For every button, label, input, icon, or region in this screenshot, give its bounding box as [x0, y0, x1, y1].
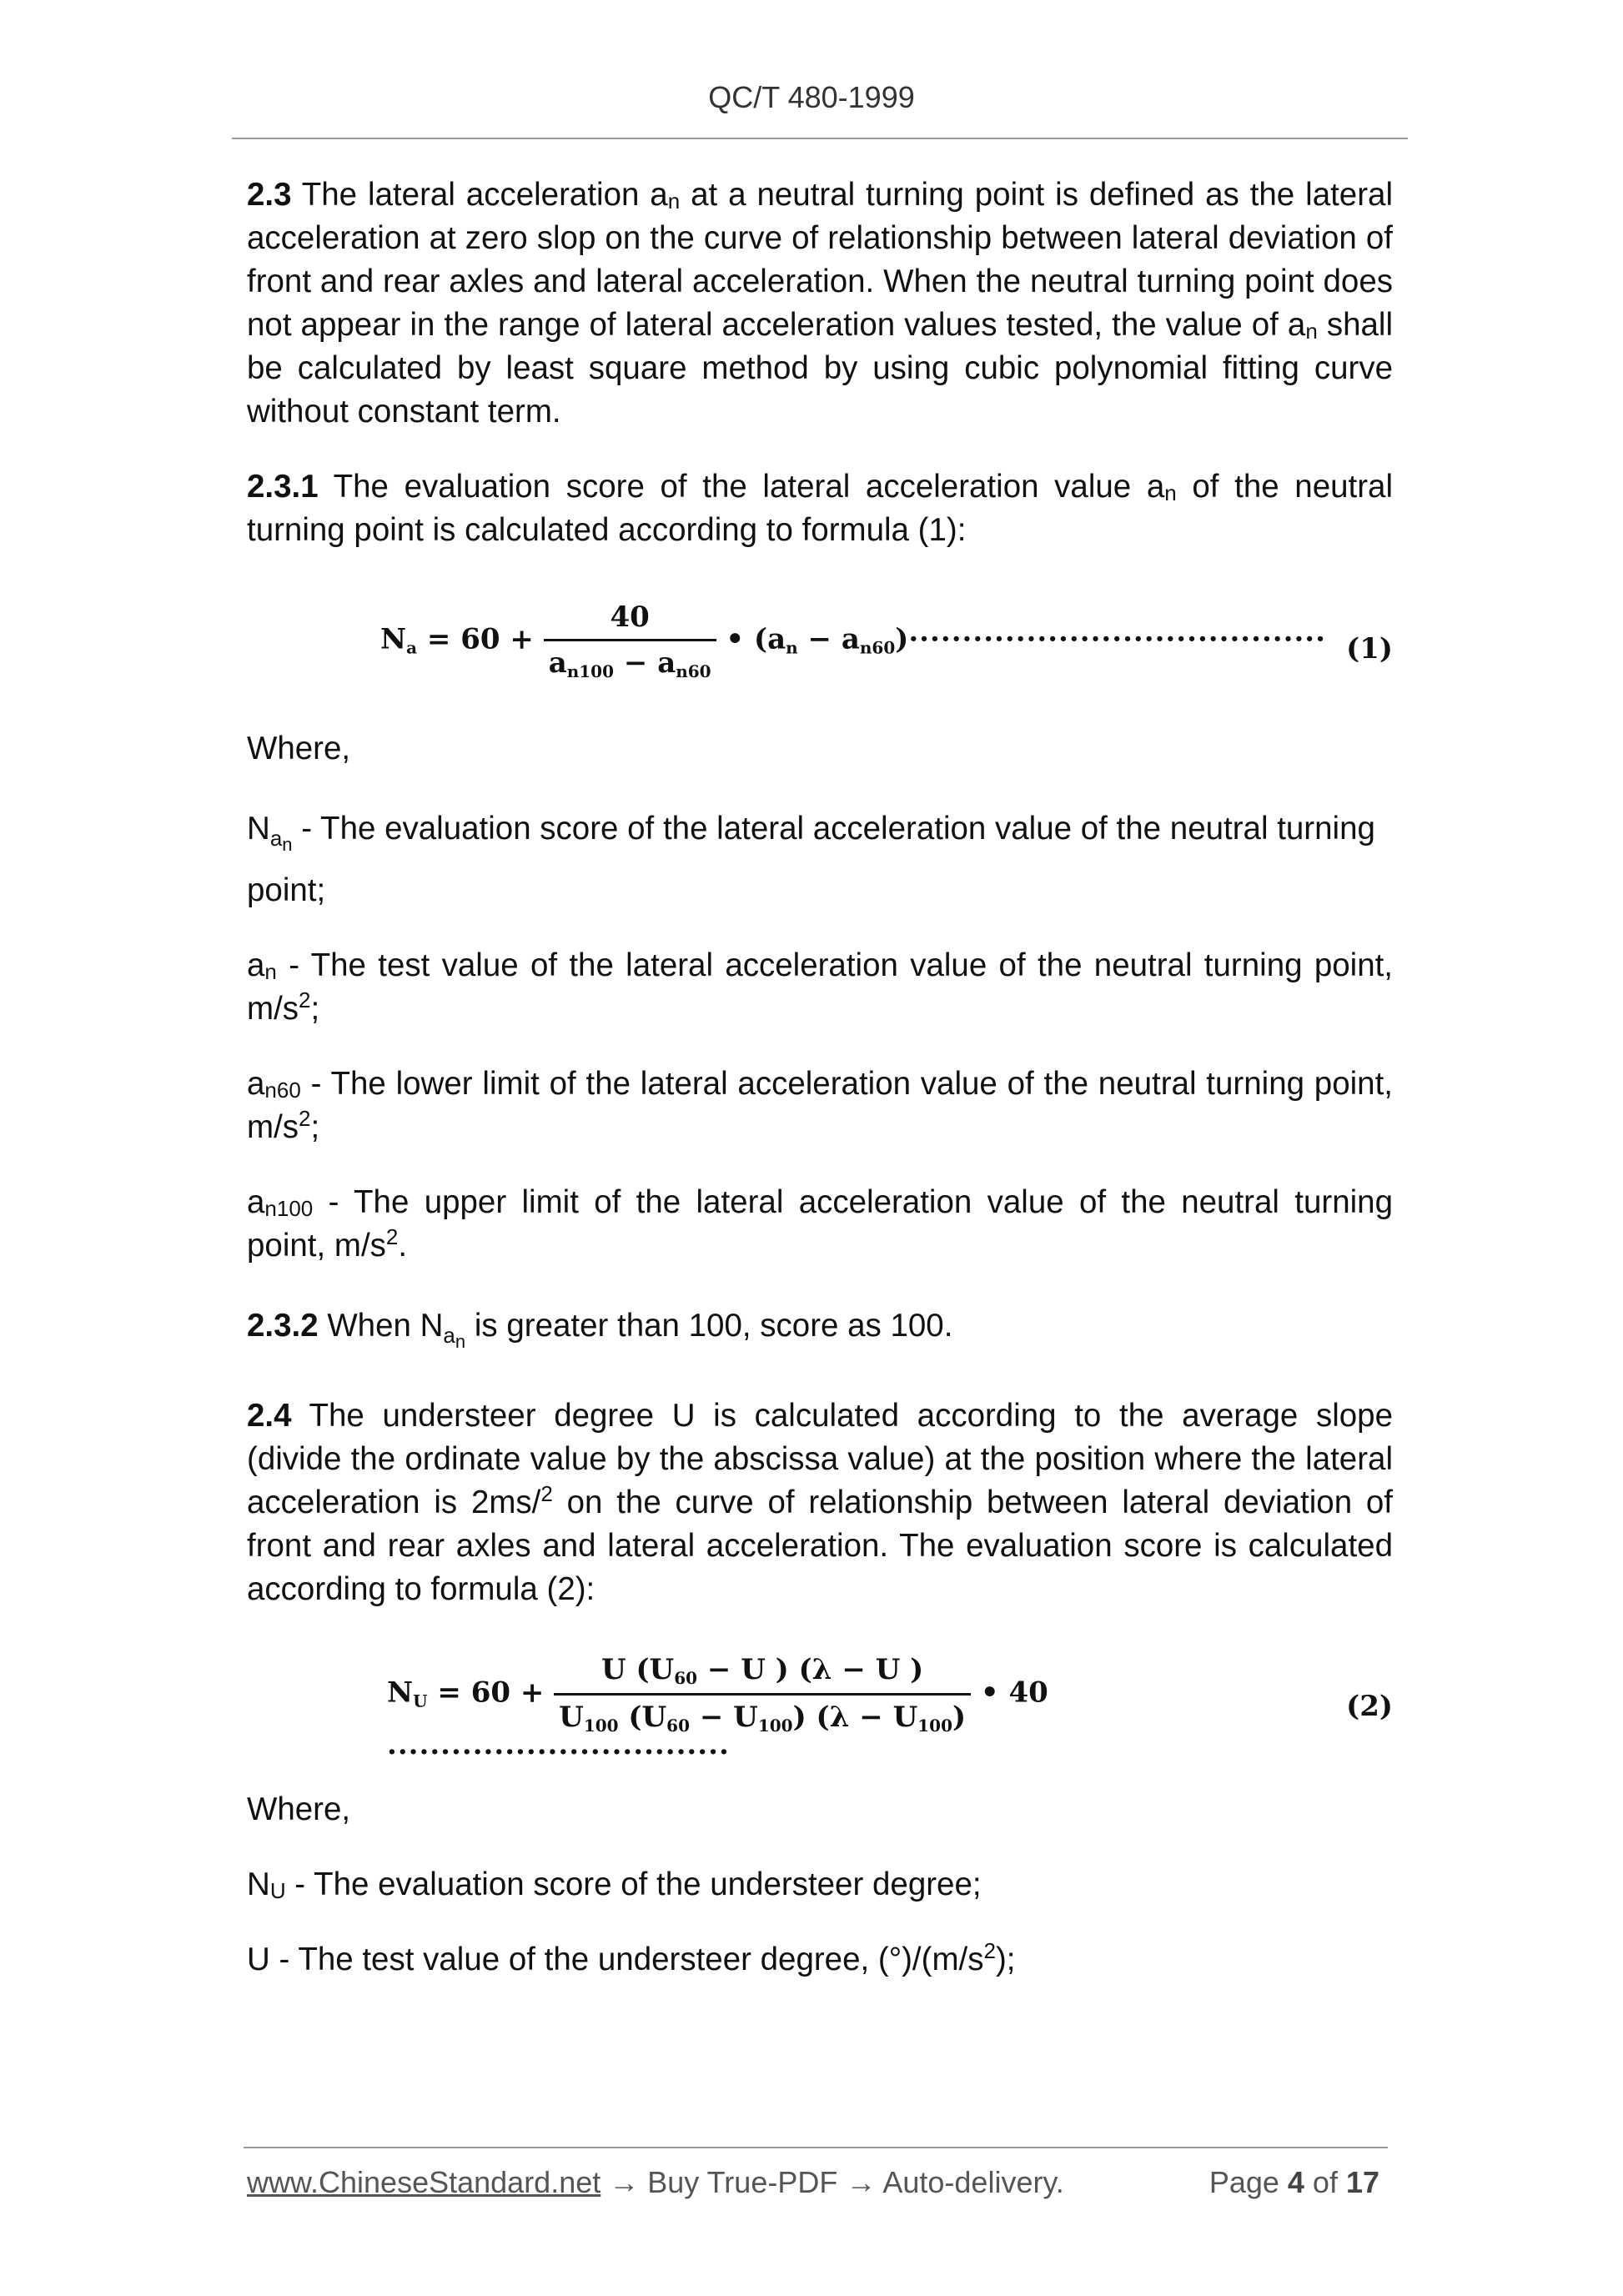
subscript: n — [1164, 480, 1177, 505]
subscript: n — [667, 188, 681, 214]
fraction-numerator: U (U60 − U ) (λ − U ) — [554, 1653, 971, 1696]
arrow-icon: → — [837, 2165, 883, 2199]
formula-fraction — [544, 600, 716, 681]
leader-dots: ································ — [387, 1736, 730, 1769]
page-body — [247, 173, 1393, 1982]
section-number: 2.4 — [247, 1398, 292, 1434]
formula-symbol: N — [387, 1676, 414, 1710]
formula-text: • (a — [716, 622, 786, 656]
section-2-3-2: 2.3.2 When $N_{a_n}$ is greater than 100, score as 100. — [247, 1308, 953, 1352]
formula-text: ) — [895, 622, 909, 656]
section-number: 2.3.2 — [247, 1308, 319, 1344]
formula-2 — [387, 1653, 1393, 1769]
fraction-numerator: 40 — [544, 600, 716, 641]
section-2-3-1 — [247, 465, 1393, 552]
formula-subscript: n60 — [859, 637, 896, 658]
definition-an: an - The test value of the lateral acceleration value of the neutral turning point, $m/s^2$; — [247, 947, 1393, 1027]
section-number: 2.3 — [247, 177, 292, 213]
definition-n-an-continued: point; — [247, 872, 326, 908]
arrow-icon: → — [600, 2165, 648, 2199]
footer-text: Buy True-PDF — [647, 2165, 838, 2199]
formula-1 — [380, 600, 1393, 692]
text: shall be calculated by least square method by using cubic polynomial fitting curve without constant term. — [247, 307, 1393, 430]
fraction-denominator: U100 (U60 − U100) (λ − U100) — [559, 1701, 967, 1736]
website-link[interactable]: www.ChineseStandard.net — [247, 2165, 601, 2199]
formula-text: = 60 + — [427, 1676, 555, 1710]
where-label: Where, — [247, 1791, 351, 1827]
footer-divider — [244, 2147, 1388, 2148]
where-label: Where, — [247, 731, 351, 766]
formula-subscript: a — [406, 637, 418, 658]
header-divider — [232, 138, 1408, 139]
page-indicator: Page 4 of 17 — [1208, 2165, 1379, 2199]
formula-subscript: U — [413, 1691, 428, 1711]
section-number: 2.3.1 — [247, 469, 319, 505]
footer-text: Auto-delivery. — [882, 2165, 1064, 2199]
definition-an60: an60 - The lower limit of the lateral acceleration value of the neutral turning point, $m/s^2$; — [247, 1066, 1393, 1145]
formula-symbol: N — [380, 622, 407, 656]
definition-u: U - The test value of the understeer degree, $(^\circ)/(m/s^2)$; — [247, 1938, 1016, 1977]
definition-an100: an100 - The upper limit of the lateral acceleration value of the neutral turning point, $m/s^2$. — [247, 1184, 1393, 1264]
fraction-denominator: an100 − an60 — [548, 646, 711, 681]
section-2-3 — [247, 173, 1393, 434]
definition-n-an: $N_{a_n}$ - The evaluation score of the lateral acceleration value of the neutral turning — [247, 811, 1375, 855]
formula-text: • 40 — [971, 1676, 1048, 1710]
section-2-4: 2.4 The understeer degree U is calculated according to the average slope (divide the ordinate value by the abscissa value) at the position where the lateral acceleration is 2ms/$^2$ on the curve of relationship between lateral deviation of front and rear axles and lateral acceleration. The evaluation score is calculated according to formula (2): — [247, 1398, 1393, 1607]
text: of the neutral turning point is calculated according to formula (1): — [247, 469, 1394, 548]
formula-text: = 60 + — [417, 622, 544, 656]
text: The evaluation score of the lateral acceleration value a — [318, 469, 1165, 505]
formula-number: (2) — [1346, 1690, 1393, 1723]
document-id-header: QC/T 480-1999 — [708, 80, 915, 114]
subscript: n — [1305, 319, 1318, 344]
formula-fraction — [554, 1653, 971, 1736]
text: The lateral acceleration a — [291, 177, 668, 213]
formula-subscript: n — [786, 637, 798, 658]
definition-nu: NU - The evaluation score of the understeer degree; — [247, 1866, 982, 1903]
text: at a neutral turning point is defined as the lateral acceleration at zero slop on the curve of relationship between lateral deviation of front and rear axles and lateral acceleration. When the neutral turning point does not appear in the range of lateral acceleration values tested, the value of a — [247, 177, 1393, 343]
leader-dots: ······································· — [908, 622, 1326, 656]
formula-number: (1) — [1346, 632, 1393, 666]
formula-text: − a — [797, 622, 860, 656]
page-footer — [247, 2165, 1379, 2200]
